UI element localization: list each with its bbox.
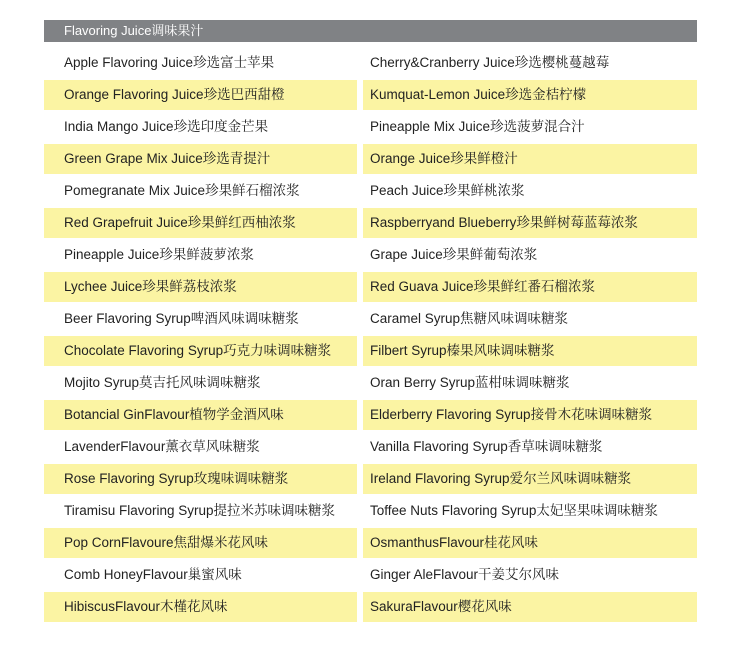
flavor-cell-left: Rose Flavoring Syrup玫瑰味调味糖浆 bbox=[44, 464, 357, 494]
table-row bbox=[44, 176, 697, 208]
flavor-table bbox=[44, 48, 697, 624]
flavor-cell-left: Botancial GinFlavour植物学金酒风味 bbox=[44, 400, 357, 430]
flavor-cell-left: LavenderFlavour薰衣草风味糖浆 bbox=[64, 439, 260, 454]
table-row bbox=[44, 592, 697, 624]
table-row bbox=[44, 336, 697, 368]
table-row bbox=[44, 432, 697, 464]
flavor-cell-right: OsmanthusFlavour桂花风味 bbox=[363, 528, 697, 558]
flavor-cell-left: Pop CornFlavoure焦甜爆米花风味 bbox=[44, 528, 357, 558]
flavor-cell-right: Pineapple Mix Juice珍选菠萝混合汁 bbox=[370, 119, 585, 134]
flavor-cell-left: Apple Flavoring Juice珍选富士苹果 bbox=[64, 55, 275, 70]
flavor-cell-left: Red Grapefruit Juice珍果鲜红西柚浓浆 bbox=[44, 208, 357, 238]
flavor-cell-right: Caramel Syrup焦糖风味调味糖浆 bbox=[370, 311, 569, 326]
table-row bbox=[44, 368, 697, 400]
flavor-cell-right: Ginger AleFlavour干姜艾尔风味 bbox=[370, 567, 560, 582]
table-row bbox=[44, 80, 697, 112]
table-row bbox=[44, 240, 697, 272]
table-row bbox=[44, 144, 697, 176]
flavor-cell-left: Tiramisu Flavoring Syrup提拉米苏味调味糖浆 bbox=[64, 503, 336, 518]
flavor-cell-right: Red Guava Juice珍果鲜红番石榴浓浆 bbox=[363, 272, 697, 302]
flavor-cell-left: Chocolate Flavoring Syrup巧克力味调味糖浆 bbox=[44, 336, 357, 366]
flavor-cell-right: SakuraFlavour樱花风味 bbox=[363, 592, 697, 622]
flavor-cell-right: Filbert Syrup榛果风味调味糖浆 bbox=[363, 336, 697, 366]
flavor-cell-right: Elderberry Flavoring Syrup接骨木花味调味糖浆 bbox=[363, 400, 697, 430]
table-row bbox=[44, 464, 697, 496]
table-row bbox=[44, 528, 697, 560]
flavor-cell-left: Pomegranate Mix Juice珍果鲜石榴浓浆 bbox=[64, 183, 300, 198]
table-row bbox=[44, 112, 697, 144]
flavor-cell-left: Orange Flavoring Juice珍选巴西甜橙 bbox=[44, 80, 357, 110]
flavor-cell-right: Vanilla Flavoring Syrup香草味调味糖浆 bbox=[370, 439, 603, 454]
flavor-cell-left: Pineapple Juice珍果鲜菠萝浓浆 bbox=[64, 247, 254, 262]
table-header: Flavoring Juice调味果汁 bbox=[44, 20, 697, 42]
flavor-cell-left: Lychee Juice珍果鲜荔枝浓浆 bbox=[44, 272, 357, 302]
table-row bbox=[44, 496, 697, 528]
flavor-cell-right: Ireland Flavoring Syrup爱尔兰风味调味糖浆 bbox=[363, 464, 697, 494]
flavor-cell-right: Cherry&Cranberry Juice珍选樱桃蔓越莓 bbox=[370, 55, 610, 70]
flavor-cell-left: Comb HoneyFlavour巢蜜风味 bbox=[64, 567, 242, 582]
flavor-cell-right: Toffee Nuts Flavoring Syrup太妃坚果味调味糖浆 bbox=[370, 503, 658, 518]
table-row bbox=[44, 272, 697, 304]
flavor-cell-right: Grape Juice珍果鲜葡萄浓浆 bbox=[370, 247, 538, 262]
flavor-cell-left: Mojito Syrup莫吉托风味调味糖浆 bbox=[64, 375, 261, 390]
table-row bbox=[44, 208, 697, 240]
flavor-cell-left: Green Grape Mix Juice珍选青提汁 bbox=[44, 144, 357, 174]
flavor-cell-left: Beer Flavoring Syrup啤酒风味调味糖浆 bbox=[64, 311, 299, 326]
flavor-cell-right: Kumquat-Lemon Juice珍选金桔柠檬 bbox=[363, 80, 697, 110]
flavor-cell-right: Oran Berry Syrup蓝柑味调味糖浆 bbox=[370, 375, 570, 390]
flavor-cell-right: Raspberryand Blueberry珍果鲜树莓蓝莓浓浆 bbox=[363, 208, 697, 238]
table-row bbox=[44, 400, 697, 432]
flavor-cell-right: Orange Juice珍果鲜橙汁 bbox=[363, 144, 697, 174]
table-row bbox=[44, 304, 697, 336]
flavor-cell-right: Peach Juice珍果鲜桃浓浆 bbox=[370, 183, 525, 198]
table-row bbox=[44, 48, 697, 80]
table-row bbox=[44, 560, 697, 592]
flavor-cell-left: HibiscusFlavour木槿花风味 bbox=[44, 592, 357, 622]
flavor-cell-left: India Mango Juice珍选印度金芒果 bbox=[64, 119, 269, 134]
